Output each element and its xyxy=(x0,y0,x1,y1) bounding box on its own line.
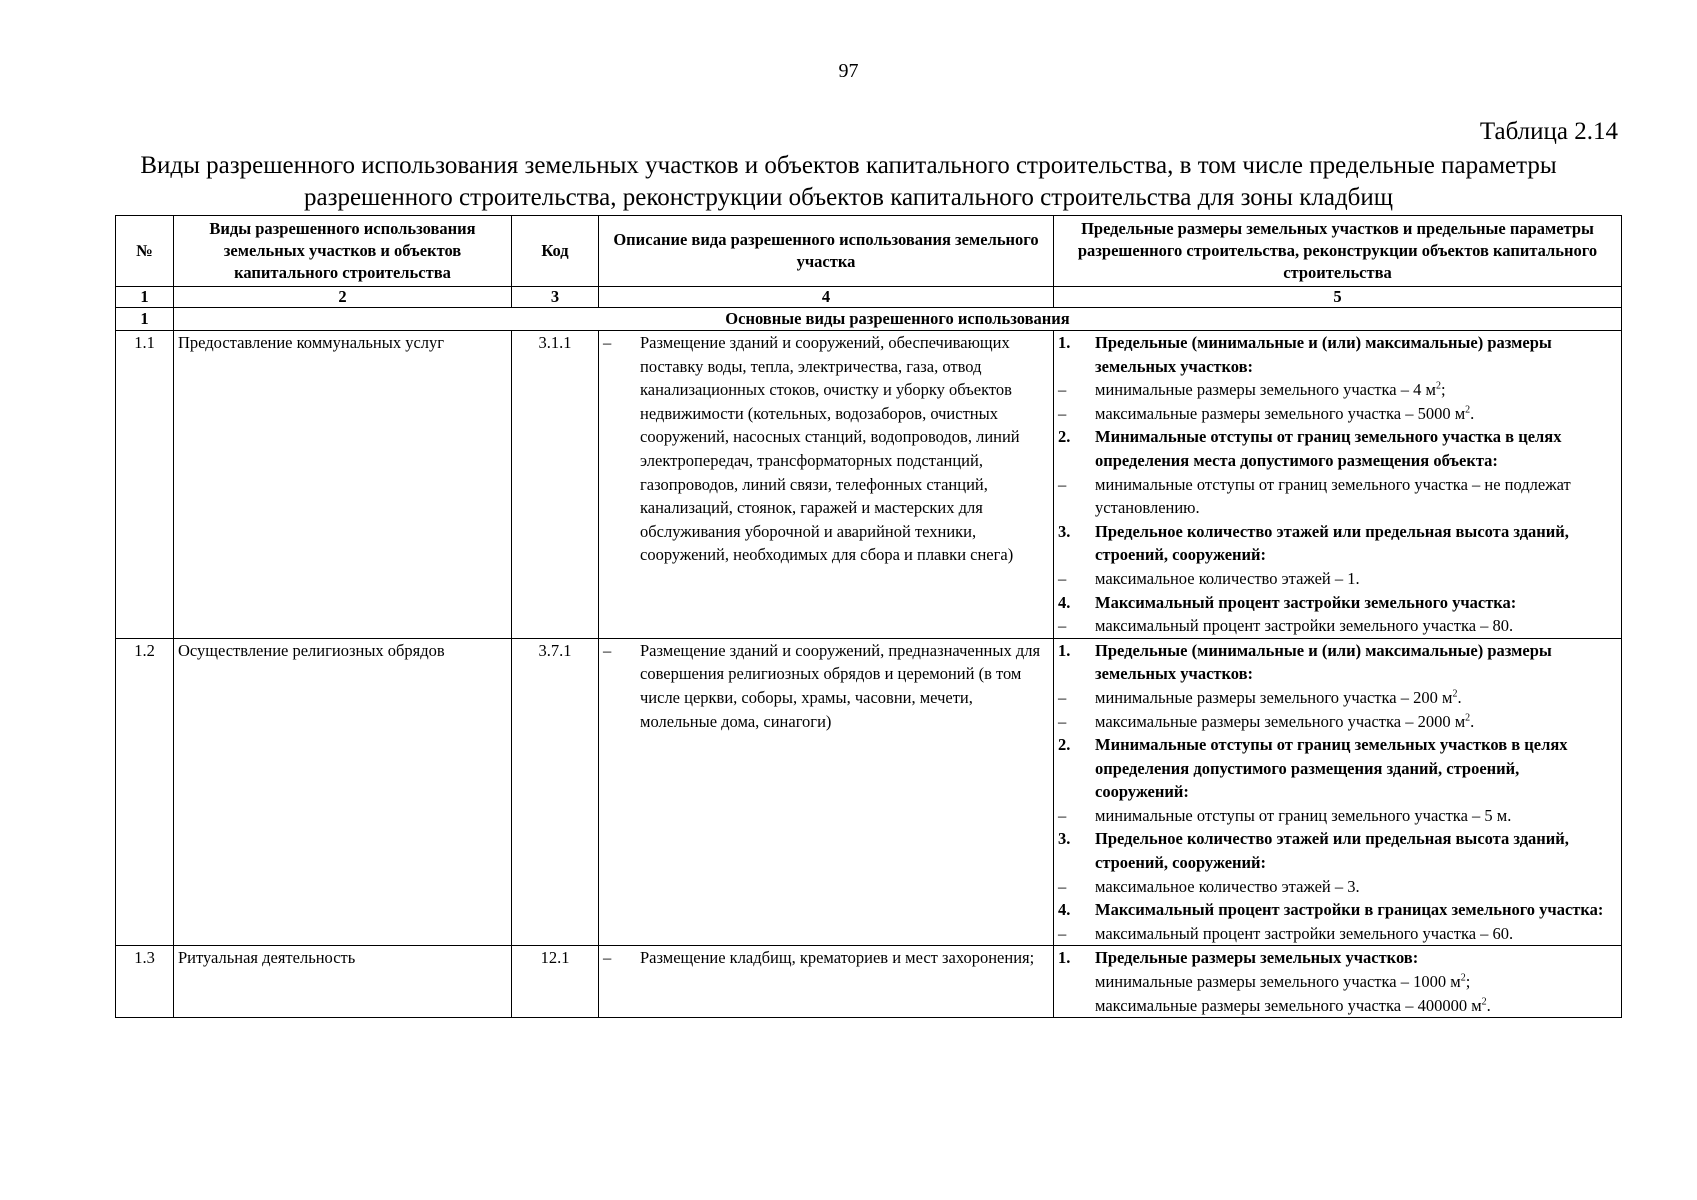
table-label: Таблица 2.14 xyxy=(1479,118,1618,145)
row-number: 1.2 xyxy=(116,638,174,946)
parameter-text xyxy=(1095,733,1617,804)
description-item xyxy=(603,639,1049,733)
parameter-text xyxy=(1095,402,1617,426)
superscript: 2 xyxy=(1452,688,1458,700)
dash-marker: – xyxy=(603,948,612,968)
dash-marker: – xyxy=(1058,711,1067,731)
description-list xyxy=(603,946,1049,970)
parameter-heading xyxy=(1058,733,1617,804)
row-number: 1.3 xyxy=(116,946,174,1018)
parameter-item xyxy=(1058,614,1617,638)
parameter-item xyxy=(1058,473,1617,520)
header-kind: Виды разрешенного использования земельных участков и объектов капитального строительства xyxy=(174,216,512,287)
parameter-item xyxy=(1058,402,1617,426)
dash-marker: – xyxy=(1058,805,1067,825)
dash-marker: – xyxy=(1058,568,1067,588)
parameter-item xyxy=(1058,686,1617,710)
row-number: 1.1 xyxy=(116,331,174,639)
number-marker: 2. xyxy=(1058,427,1071,447)
dash-marker: – xyxy=(1058,616,1067,636)
parameters-cell xyxy=(1054,946,1622,1018)
header-code: Код xyxy=(512,216,599,287)
description-text: Размещение зданий и сооружений, обеспечивающих поставку воды, тепла, электричества, газа, отвод канализационных стоков, очистку и уборку объектов недвижимости (котельных, водозаборов, очистных сооружений, насосных станций, водопроводов, линий электропередач, трансформаторных подстанций, газопроводов, линий связи, телефонных станций, канализаций, стоянок, гаражей и мастерских для обслуживания уборочной и аварийной техники, сооружений, необходимых для сбора и плавки снега) xyxy=(640,333,1020,565)
punctuation: . xyxy=(1457,687,1462,707)
description-list xyxy=(603,331,1049,567)
punctuation: . xyxy=(1486,995,1491,1015)
dash-marker xyxy=(1058,970,1095,994)
parameters-list xyxy=(1058,639,1617,946)
parameter-text xyxy=(1095,898,1617,922)
dash-marker: – xyxy=(1058,923,1067,943)
header-params: Предельные размеры земельных участков и предельные параметры разрешенного строительства, реконструкции объектов капитального строительства xyxy=(1054,216,1622,287)
punctuation: ; xyxy=(1440,380,1446,400)
column-number: 3 xyxy=(512,287,599,308)
parameter-text xyxy=(1095,710,1617,734)
usage-code: 3.7.1 xyxy=(512,638,599,946)
parameter-text xyxy=(1095,875,1617,899)
usage-code: 12.1 xyxy=(512,946,599,1018)
dash-marker: – xyxy=(1058,380,1067,400)
parameter-value: минимальные размеры земельного участка – 200 м xyxy=(1095,687,1453,707)
parameter-value: минимальные размеры земельного участка – 4 м xyxy=(1095,380,1436,400)
description-text: Размещение кладбищ, крематориев и мест захоронения; xyxy=(640,948,1035,968)
parameter-value: минимальные размеры земельного участка – 1000 м xyxy=(1095,972,1461,992)
dash-marker xyxy=(1058,994,1095,1018)
usage-code: 3.1.1 xyxy=(512,331,599,639)
parameter-text xyxy=(1095,686,1617,710)
dash-marker: – xyxy=(603,640,612,660)
usage-description xyxy=(599,638,1054,946)
dash-marker: – xyxy=(1058,687,1067,707)
table-row xyxy=(116,331,1622,639)
parameter-value: максимальный процент застройки земельного участка – 60. xyxy=(1095,923,1514,943)
parameter-value: Минимальные отступы от границ земельных участков в целях определения допустимого размещения зданий, строений, сооружений: xyxy=(1095,735,1568,802)
parameter-item xyxy=(1058,994,1617,1018)
parameter-heading xyxy=(1058,946,1617,970)
parameter-heading xyxy=(1058,898,1617,922)
parameter-text xyxy=(1095,425,1617,472)
column-number: 2 xyxy=(174,287,512,308)
number-marker: 2. xyxy=(1058,735,1071,755)
parameter-value: Максимальный процент застройки земельного участка: xyxy=(1095,592,1517,612)
table-title: Виды разрешенного использования земельных участков и объектов капитального строительства, в том числе предельные параметры разрешенного строительства, реконструкции объектов капитального строительства для зоны кладбищ xyxy=(140,152,1557,211)
parameters-list xyxy=(1058,331,1617,638)
parameter-heading xyxy=(1058,520,1617,567)
punctuation: . xyxy=(1470,403,1475,423)
parameter-text xyxy=(1095,994,1617,1018)
parameter-value: максимальный процент застройки земельного участка – 80. xyxy=(1095,616,1514,636)
parameter-value: Предельные (минимальные и (или) максимальные) размеры земельных участков: xyxy=(1095,640,1552,684)
usage-kind: Предоставление коммунальных услуг xyxy=(174,331,512,639)
column-number: 1 xyxy=(116,287,174,308)
parameter-text xyxy=(1095,520,1617,567)
description-item xyxy=(603,946,1049,970)
number-marker: 3. xyxy=(1058,829,1071,849)
parameter-text xyxy=(1095,922,1617,946)
parameter-text xyxy=(1095,639,1617,686)
parameter-item xyxy=(1058,710,1617,734)
description-text: Размещение зданий и сооружений, предназначенных для совершения религиозных обрядов и церемоний (в том числе церкви, соборы, храмы, часовни, мечети, молельные дома, синагоги) xyxy=(640,640,1041,731)
number-marker: 1. xyxy=(1058,948,1071,968)
usage-description xyxy=(599,946,1054,1018)
parameter-value: минимальные отступы от границ земельного участка – не подлежат установлению. xyxy=(1095,474,1571,518)
parameter-item xyxy=(1058,567,1617,591)
superscript: 2 xyxy=(1435,380,1441,392)
parameters-cell xyxy=(1054,331,1622,639)
header-row xyxy=(116,216,1622,287)
dash-marker: – xyxy=(1058,474,1067,494)
number-marker: 3. xyxy=(1058,521,1071,541)
parameter-text xyxy=(1095,946,1617,970)
parameter-value: Максимальный процент застройки в границах земельного участка: xyxy=(1095,900,1604,920)
parameter-heading xyxy=(1058,425,1617,472)
parameter-text xyxy=(1095,827,1617,874)
superscript: 2 xyxy=(1460,972,1466,984)
section-row xyxy=(116,308,1622,331)
parameter-heading xyxy=(1058,639,1617,686)
parameter-value: Предельное количество этажей или предельная высота зданий, строений, сооружений: xyxy=(1095,521,1569,565)
dash-marker: – xyxy=(1058,403,1067,423)
usage-description xyxy=(599,331,1054,639)
column-number: 4 xyxy=(599,287,1054,308)
number-marker: 1. xyxy=(1058,640,1071,660)
table-row xyxy=(116,946,1622,1018)
parameter-heading xyxy=(1058,591,1617,615)
dash-marker: – xyxy=(1058,876,1067,896)
superscript: 2 xyxy=(1481,996,1487,1008)
parameter-item xyxy=(1058,875,1617,899)
parameter-text xyxy=(1095,614,1617,638)
regulations-table xyxy=(115,215,1622,1018)
table-row xyxy=(116,638,1622,946)
column-number: 5 xyxy=(1054,287,1622,308)
description-list xyxy=(603,639,1049,733)
parameter-value: Предельное количество этажей или предельная высота зданий, строений, сооружений: xyxy=(1095,829,1569,873)
parameter-item xyxy=(1058,922,1617,946)
parameter-text xyxy=(1095,591,1617,615)
parameter-value: максимальные размеры земельного участка – 400000 м xyxy=(1095,995,1482,1015)
usage-kind: Ритуальная деятельность xyxy=(174,946,512,1018)
parameter-item xyxy=(1058,378,1617,402)
section-number: 1 xyxy=(116,308,174,331)
number-marker: 1. xyxy=(1058,333,1071,352)
parameter-value: минимальные отступы от границ земельного участка – 5 м. xyxy=(1095,805,1512,825)
parameter-text xyxy=(1095,567,1617,591)
parameter-text xyxy=(1095,473,1617,520)
parameter-value: Предельные (минимальные и (или) максимальные) размеры земельных участков: xyxy=(1095,333,1552,376)
parameter-value: максимальные размеры земельного участка – 5000 м xyxy=(1095,403,1466,423)
parameter-item xyxy=(1058,970,1617,994)
page-number: 97 xyxy=(838,60,859,82)
parameters-list xyxy=(1058,946,1617,1017)
parameter-item xyxy=(1058,804,1617,828)
number-marker: 4. xyxy=(1058,900,1071,920)
usage-kind: Осуществление религиозных обрядов xyxy=(174,638,512,946)
parameter-text xyxy=(1095,378,1617,402)
dash-marker: – xyxy=(603,333,612,352)
parameter-text xyxy=(1095,970,1617,994)
header-num: № xyxy=(116,216,174,287)
superscript: 2 xyxy=(1465,404,1471,416)
parameter-value: максимальное количество этажей – 1. xyxy=(1095,568,1360,588)
column-number-row xyxy=(116,287,1622,308)
parameter-value: максимальное количество этажей – 3. xyxy=(1095,876,1360,896)
punctuation: . xyxy=(1470,711,1475,731)
parameter-text xyxy=(1095,331,1617,378)
header-desc: Описание вида разрешенного использования земельного участка xyxy=(599,216,1054,287)
parameter-heading xyxy=(1058,331,1617,378)
parameter-value: Предельные размеры земельных участков: xyxy=(1095,948,1419,968)
number-marker: 4. xyxy=(1058,592,1071,612)
parameter-heading xyxy=(1058,827,1617,874)
parameter-value: максимальные размеры земельного участка – 2000 м xyxy=(1095,711,1466,731)
section-title: Основные виды разрешенного использования xyxy=(174,308,1622,331)
punctuation: ; xyxy=(1465,972,1471,992)
parameter-value: Минимальные отступы от границ земельного участка в целях определения места допустимого размещения объекта: xyxy=(1095,427,1562,470)
superscript: 2 xyxy=(1465,712,1471,723)
parameters-cell xyxy=(1054,638,1622,946)
description-item xyxy=(603,331,1049,567)
parameter-text xyxy=(1095,804,1617,828)
